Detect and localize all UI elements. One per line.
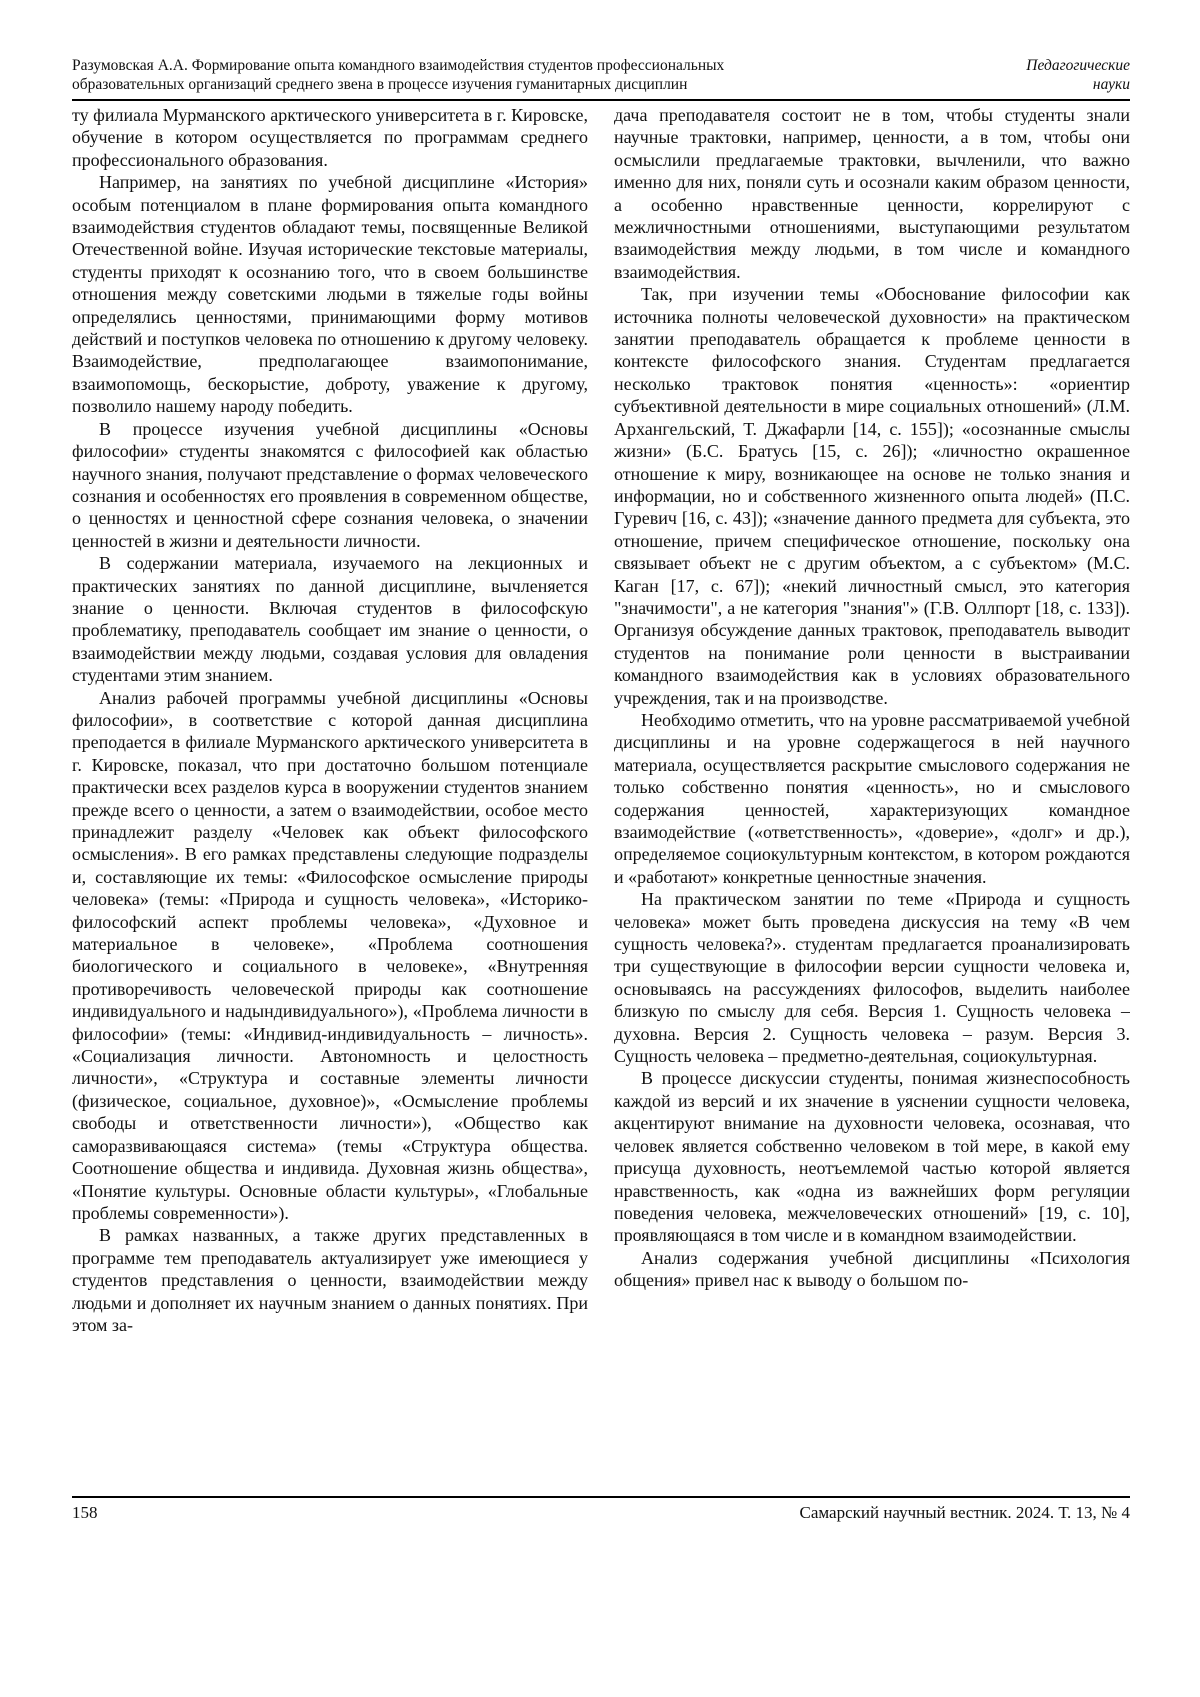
- paragraph: В рамках названных, а также других представленных в программе тем преподаватель актуализирует уже имеющиеся у студентов представления о ценности, взаимодействии между людьми и дополняет их научным знанием о данных понятиях. При этом за-: [72, 1225, 588, 1335]
- paragraph: Например, на занятиях по учебной дисциплине «История» особым потенциалом в плане формирования опыта командного взаимодействия студентов обладают темы, посвященные Великой Отечественной войне. Изучая исторические текстовые материалы, студенты приходят к осознанию того, что в своем большинстве отношения между советскими людьми в тяжелые годы войны определялись ценностями, принимающими форму мотивов действий и поступков человека по отношению к другому человеку. Взаимодействие, предполагающее взаимопонимание, взаимопомощь, бескорыстие, доброту, уважение к другому, позволило нашему народу победить.: [72, 172, 588, 417]
- section-label: [1002, 56, 1130, 94]
- paragraph: дача преподавателя состоит не в том, чтобы студенты знали научные трактовки, например, ценности, а в том, чтобы они осмыслили предлагаемые трактовки, вычленили, что важно именно для них, поняли суть и осознали каким образом ценности, а особенно нравственные ценности, коррелируют с межличностными отношениями, выступающими результатом взаимодействия между людьми, в том числе и командного взаимодействия.: [614, 105, 1130, 282]
- paragraph: Так, при изучении темы «Обоснование философии как источника полноты человеческой духовности» на практическом занятии преподаватель обращается к проблеме ценности в контексте философского знания. Студентам предлагается несколько трактовок понятия «ценность»: «ориентир субъективной деятельности в мире социальных отношений» (Л.М. Архангельский, Т. Джафарли [14, с. 155]); «осознанные смыслы жизни» (Б.С. Братусь [15, с. 26]); «личностно окрашенное отношение к миру, возникающее на основе не только знания и информации, но и собственного жизненного опыта людей» (П.С. Гуревич [16, с. 43]); «значение данного предмета для субъекта, это отношение, причем специфическое отношение, поскольку она связывает объект не с другим объектом, а с субъектом» (М.С. Каган [17, с. 67]); «некий личностный смысл, это категория "значимости", а не категория "знания"» (Г.В. Оллпорт [18, с. 133]). Организуя обсуждение данных трактовок, преподаватель выводит студентов на понимание роли ценности в выстраивании командного взаимодействия как в условиях образовательного учреждения, так и на производстве.: [614, 284, 1130, 708]
- running-title: [72, 56, 724, 94]
- section-label-line1: Педагогические: [1026, 57, 1130, 74]
- paragraph: Анализ рабочей программы учебной дисциплины «Основы философии», в соответствие с которой данная дисциплина преподается в филиале Мурманского арктического университета в г. Кировске, показал, что при достаточно большом потенциале практически всех разделов курса в вооружении студентов знанием прежде всего о ценности, а затем о взаимодействии, особое место принадлежит разделу «Человек как объект философского осмысления». В его рамках представлены следующие подразделы и, составляющие их темы: «Философское осмысление природы человека» (темы: «Природа и сущность человека», «Историко-философский аспект проблемы человека», «Духовное и материальное в человеке», «Проблема соотношения биологического и социального в человеке», «Внутренняя противоречивость человеческой природы как соотношение индивидуального и надындивидуального»), «Проблема личности в философии» (темы: «Индивид-индивидуальность – личность». «Социализация личности. Автономность и целостность личности», «Структура и составные элементы личности (физическое, социальное, духовное)», «Осмысление проблемы свободы и ответственности личности»), «Общество как саморазвивающаяся система» (темы «Структура общества. Соотношение общества и индивида. Духовная жизнь общества», «Понятие культуры. Основные области культуры», «Глобальные проблемы современности»).: [72, 687, 588, 1223]
- right-column: [614, 104, 1130, 1492]
- page-number: 158: [72, 1503, 98, 1522]
- section-label-line2: науки: [1092, 76, 1130, 93]
- article-body: [72, 104, 1130, 1492]
- running-head: [72, 56, 1130, 101]
- paragraph: В процессе дискуссии студенты, понимая жизнеспособность каждой из версий и их значение в уяснении сущности человека, акцентируют внимание на духовности человека, осознавая, что человек является собственно человеком в той мере, в какой ему присуща духовность, неотъемлемой частью которой является нравственность, как «одна из важнейших форм регуляции поведения человека, межчеловеческих отношений» [19, с. 10], проявляющаяся в том числе и в командном взаимодействии.: [614, 1068, 1130, 1246]
- paragraph: В содержании материала, изучаемого на лекционных и практических занятиях по данной дисциплине, вычленяется знание о ценности. Включая студентов в философскую проблематику, преподаватель сообщает им знание о ценности, о взаимодействии между людьми, создавая условия для овладения студентами этим знанием.: [72, 553, 588, 686]
- running-title-line1: Разумовская А.А. Формирование опыта командного взаимодействия студентов профессиональных: [72, 57, 725, 74]
- running-title-line2: образовательных организаций среднего звена в процессе изучения гуманитарных дисциплин: [72, 76, 688, 93]
- paragraph: На практическом занятии по теме «Природа и сущность человека» может быть проведена дискуссия на тему «В чем сущность человека?». студентам предлагается проанализировать три существующие в философии версии сущности человека и, основываясь на рассуждениях философов, выделить наиболее близкую по смыслу для себя. Версия 1. Сущность человека – духовна. Версия 2. Сущность человека – разум. Версия 3. Сущность человека – предметно-деятельная, социокультурная.: [614, 889, 1130, 1067]
- paragraph: ту филиала Мурманского арктического университета в г. Кировске, обучение в котором осуществляется по программам среднего профессионального образования.: [72, 105, 588, 170]
- journal-reference: Самарский научный вестник. 2024. Т. 13, № 4: [799, 1503, 1130, 1522]
- paragraph: Анализ содержания учебной дисциплины «Психология общения» привел нас к выводу о большом по-: [614, 1247, 1130, 1291]
- paragraph: Необходимо отметить, что на уровне рассматриваемой учебной дисциплины и на уровне содержащегося в ней научного материала, осуществляется раскрытие смыслового содержания не только собственно понятия «ценность», но и смыслового содержания ценностей, характеризующих командное взаимодействие («ответственность», «доверие», «долг» и др.), определяемое социокультурным контекстом, в котором рождаются и «работают» конкретные ценностные значения.: [614, 709, 1130, 887]
- page-footer: [72, 1496, 1130, 1523]
- paragraph: В процессе изучения учебной дисциплины «Основы философии» студенты знакомятся с философией как областью научного знания, получают представление о формах человеческого сознания и особенностях его проявления в современном обществе, о ценностях и ценностной сфере сознания человека, о значении ценностей в жизни и деятельности личности.: [72, 418, 588, 551]
- left-column: [72, 104, 588, 1492]
